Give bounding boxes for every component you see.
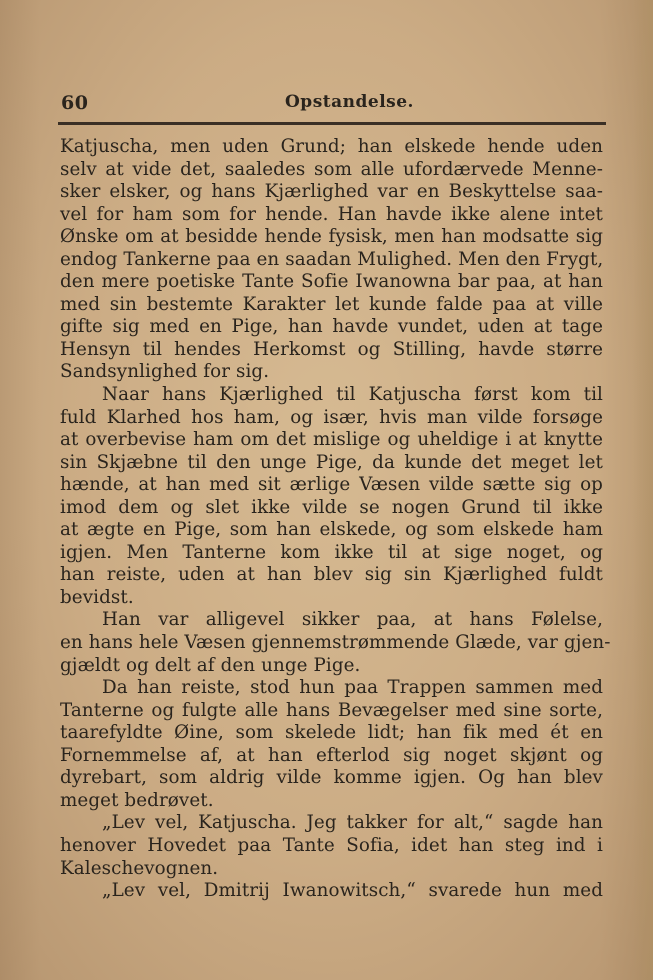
text-line: Fornemmelse af, at han efterlod sig noget skjønt og [60,744,603,766]
running-title: Opstandelse. [285,92,414,112]
text-line: Hensyn til hendes Herkomst og Stilling, havde større [60,338,603,360]
text-line: Da han reiste, stod hun paa Trappen sammen med [102,677,603,699]
text-line: med sin bestemte Karakter let kunde falde paa at ville [60,293,603,315]
text-line: henover Hovedet paa Tante Sofia, idet han steg ind i [60,834,603,856]
text-line: taarefyldte Øine, som skelede lidt; han fik med ét en [60,722,603,744]
text-line: Ønske om at besidde hende fysisk, men han modsatte sig [60,226,603,248]
page-edge-shadow [633,0,653,980]
text-line: den mere poetiske Tante Sofie Iwanowna bar paa, at han [60,271,603,293]
text-line: selv at vide det, saaledes som alle ufordærvede Menne- [60,158,603,180]
text-line: imod dem og slet ikke vilde se nogen Grund til ikke [60,496,603,518]
text-line: Kaleschevognen. [60,857,219,879]
text-line: igjen. Men Tanterne kom ikke til at sige noget, og [60,541,603,563]
header-rule [58,122,606,125]
text-line: Naar hans Kjærlighed til Katjuscha først kom til [102,384,603,406]
text-line: bevidst. [60,586,134,608]
text-line: en hans hele Væsen gjennemstrømmende Glæde, var gjen- [60,632,611,654]
text-line: dyrebart, som aldrig vilde komme igjen. Og han blev [60,767,603,789]
text-line: „Lev vel, Dmitrij Iwanowitsch,“ svarede hun med [102,880,603,902]
text-line: han reiste, uden at han blev sig sin Kjærlighed fuldt [60,564,603,586]
text-line: sker elsker, og hans Kjærlighed var en Beskyttelse saa- [60,181,603,203]
text-line: fuld Klarhed hos ham, og især, hvis man vilde forsøge [60,406,603,428]
text-line: meget bedrøvet. [60,789,214,811]
text-line: gjældt og delt af den unge Pige. [60,654,361,676]
text-line: „Lev vel, Katjuscha. Jeg takker for alt,“ sagde han [102,812,603,834]
text-line: gifte sig med en Pige, han havde vundet, uden at tage [60,316,603,338]
page-number: 60 [61,92,89,114]
text-line: Katjuscha, men uden Grund; han elskede hende uden [60,136,603,157]
body-text [60,136,611,903]
text-line: at overbevise ham om det mislige og uheldige i at knytte [60,429,603,451]
text-line: hænde, at han med sit ærlige Væsen vilde sætte sig op [60,474,603,496]
text-line: Tanterne og fulgte alle hans Bevægelser med sine sorte, [60,699,603,721]
text-line: vel for ham som for hende. Han havde ikke alene intet [60,203,603,225]
text-line: Han var alligevel sikker paa, at hans Følelse, [102,609,603,631]
text-line: Sandsynlighed for sig. [60,361,270,383]
text-line: sin Skjæbne til den unge Pige, da kunde det meget let [60,451,603,473]
text-line: endog Tankerne paa en saadan Mulighed. Men den Frygt, [60,248,604,270]
text-line: at ægte en Pige, som han elskede, og som elskede ham [60,519,603,541]
page-header [61,92,609,118]
